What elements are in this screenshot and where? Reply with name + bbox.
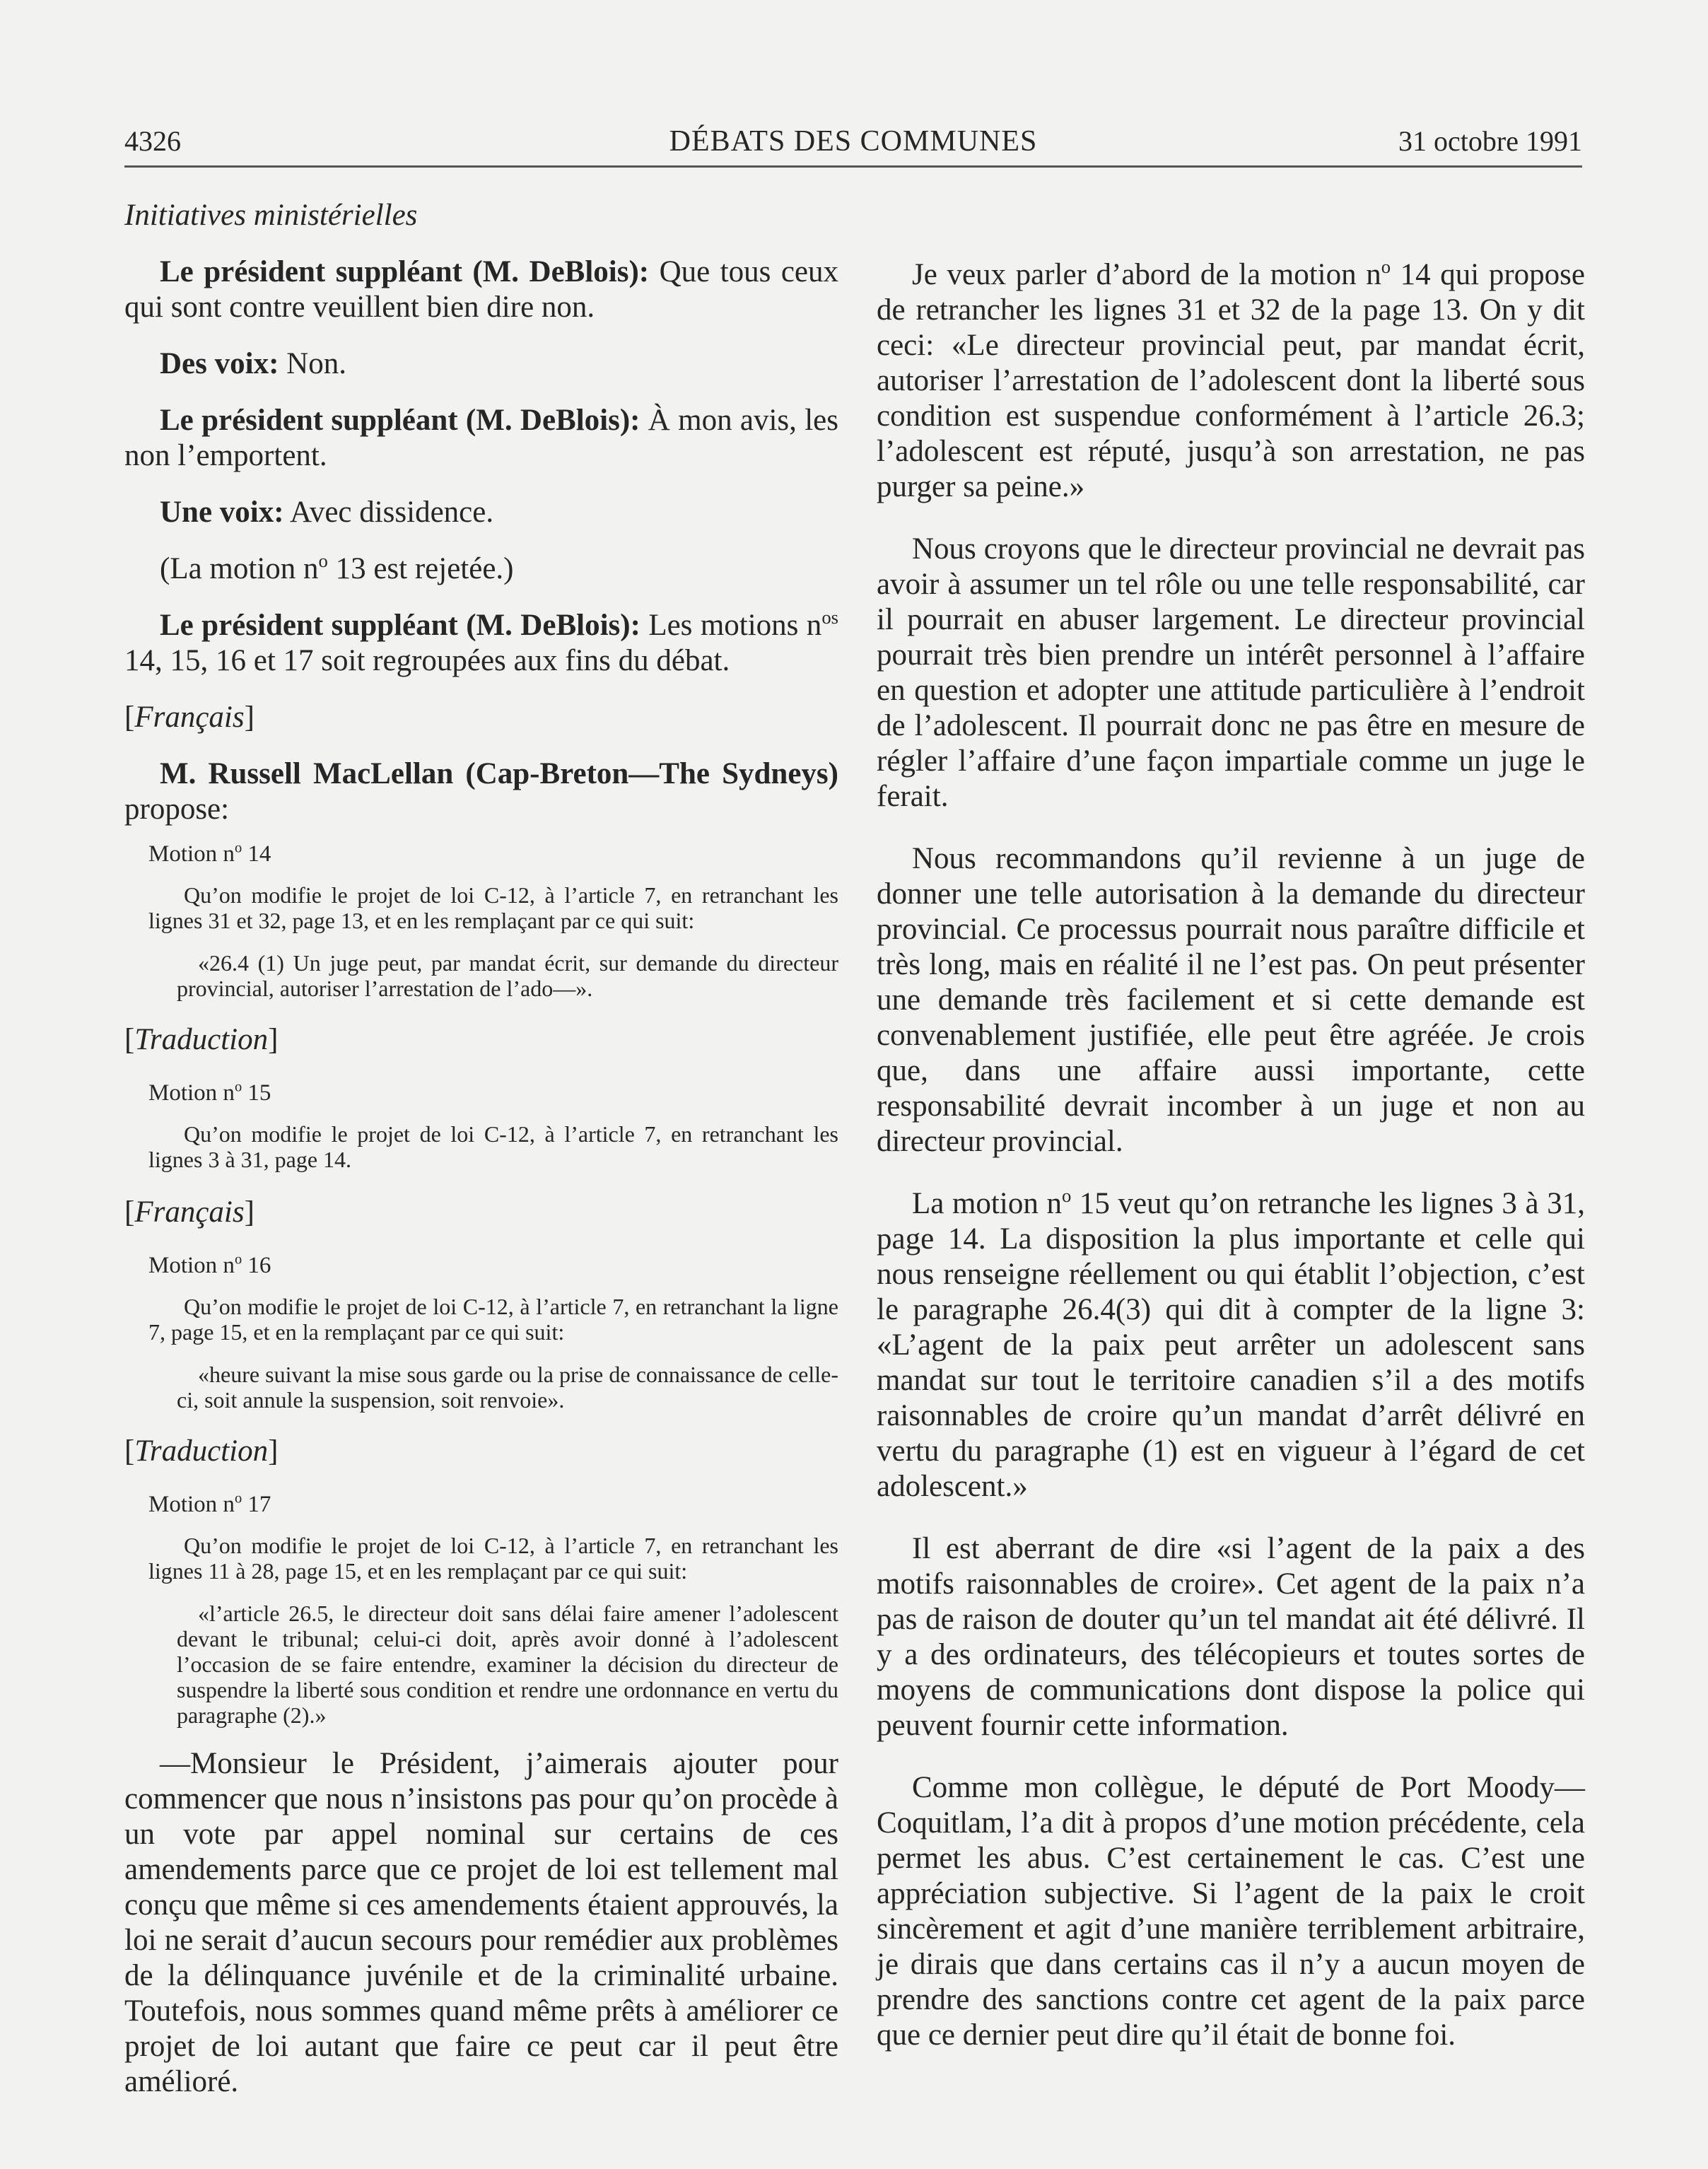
superscript: o <box>1381 256 1391 278</box>
paragraph <box>124 403 838 474</box>
motion-label <box>148 1079 838 1107</box>
text-run: 14 <box>242 841 271 867</box>
language-marker: [Français] <box>124 1195 255 1229</box>
paragraph <box>124 255 838 325</box>
text-run: Motion n <box>148 841 235 867</box>
left-column <box>124 198 838 2121</box>
speech-text: Que tous ceux qui sont contre veuillent bien dire non. <box>124 255 838 324</box>
text-run: 14 qui propose de retrancher les lignes 31 et 32 de la page 13. On y dit ceci: «Le directeur provincial peut, par mandat écrit, autoriser l’arrestation de l’adolescent dont la liberté sous condition est suspendue conformément à l’article 26.3; l’adolescent est réputé, jusqu’à son arrestation, ne pas purger sa peine.» <box>877 258 1586 503</box>
speaker: Une voix: <box>160 496 284 529</box>
section-title: Initiatives ministérielles <box>124 199 418 232</box>
speaker: Des voix: <box>160 347 279 380</box>
paragraph: Comme mon collègue, le député de Port Moody—Coquitlam, l’a dit à propos d’une motion précédente, cela permet les abus. C’est certainement le cas. C’est une appréciation subjective. Si l’agent de la paix le croit sincèrement et agit d’une manière terriblement arbitraire, je dirais que dans certains cas il n’y a aucun moyen de prendre des sanctions contre cet agent de la paix parce que ce dernier peut dire qu’il était de bonne foi. <box>877 1771 1585 2052</box>
paragraph: —Monsieur le Président, j’aimerais ajouter pour commencer que nous n’insistons pas pour qu’on procède à un vote par appel nominal sur certains de ces amendements parce que ce projet de loi est tellement mal conçu que même si ces amendements étaient approuvés, la loi ne serait d’aucun secours pour remédier aux problèmes de la délinquance juvénile et de la criminalité urbaine. Toutefois, nous sommes quand même prêts à améliorer ce projet de loi autant que faire ce peut car il peut être amélioré. <box>124 1747 838 2098</box>
motion-text: Qu’on modifie le projet de loi C-12, à l’article 7, en retranchant la ligne 7, page 15, et en la remplaçant par ce qui suit: <box>148 1294 838 1345</box>
language-label: Français <box>134 701 245 734</box>
text-run: 15 <box>242 1080 271 1106</box>
paragraph <box>877 257 1585 505</box>
paragraph: Nous croyons que le directeur provincial ne devrait pas avoir à assumer un tel rôle ou une telle responsabilité, car il pourrait en abuser largement. Le directeur provincial pourrait très bien prendre un intérêt personnel à l’affaire en question et adopter une attitude particulière à l’endroit de l’adolescent. Il pourrait donc ne pas être en mesure de régler l’affaire d’une façon impartiale comme un juge le ferait. <box>877 532 1585 813</box>
superscript: o <box>318 550 328 572</box>
paragraph: Nous recommandons qu’il revienne à un juge de donner une telle autorisation à la demande du directeur provincial. Ce processus pourrait nous paraître difficile et très long, mais en réalité il ne l’est pas. On peut présenter une demande très facilement et si cette demande est convenablement justifiée, elle peut être agréée. Je crois que, dans une affaire aussi importante, cette responsabilité devrait incomber à un juge et non au directeur provincial. <box>877 842 1585 1158</box>
speech-text: À mon avis, les non l’emportent. <box>124 404 838 472</box>
text-run: Motion n <box>148 1492 235 1517</box>
motion-quote: «26.4 (1) Un juge peut, par mandat écrit, sur demande du directeur provincial, autoriser l’arrestation de l’ado—». <box>177 950 838 1001</box>
text-run: La motion n <box>912 1187 1062 1220</box>
text-run: Les motions n <box>640 609 822 642</box>
text-run: 14, 15, 16 et 17 soit regroupées aux fins du débat. <box>124 644 730 677</box>
superscript: o <box>234 1490 242 1507</box>
text-run: 15 veut qu’on retranche les lignes 3 à 31, page 14. La disposition la plus importante et celle qui nous renseigne réellement ou qui établit l’objection, c’est le paragraphe 26.4(3) qui dit à compter de la ligne 3: «L’agent de la paix peut arrêter un adolescent sans mandat sur tout le territoire canadien s’il a des motifs raisonnables de croire qu’un mandat d’arrêt délivré en vertu du paragraphe (1) est en vigueur à l’égard de cet adolescent.» <box>877 1187 1585 1503</box>
motion-label <box>148 1490 838 1519</box>
motion-text: Qu’on modifie le projet de loi C-12, à l’article 7, en retranchant les lignes 3 à 31, page 14. <box>148 1121 838 1172</box>
superscript: o <box>234 840 242 856</box>
speaker: Le président suppléant (M. DeBlois): <box>160 404 640 437</box>
motion-label <box>148 840 838 868</box>
motion-text: Qu’on modifie le projet de loi C-12, à l’article 7, en retranchant les lignes 11 à 28, page 15, et en les remplaçant par ce qui suit: <box>148 1533 838 1584</box>
page-number: 4326 <box>124 125 181 157</box>
right-column <box>877 198 1585 2080</box>
paragraph <box>124 551 838 587</box>
language-label: Traduction <box>134 1023 269 1056</box>
paragraph: Il est aberrant de dire «si l’agent de la paix a des motifs raisonnables de croire». Cet agent de la paix n’a pas de raison de douter qu’un tel mandat ait été délivré. Il y a des ordinateurs, des télécopieurs et toutes sortes de moyens de communications dont dispose la police qui peuvent fournir cette information. <box>877 1532 1585 1742</box>
motion-text: Qu’on modifie le projet de loi C-12, à l’article 7, en retranchant les lignes 31 et 32, page 13, et en les remplaçant par ce qui suit: <box>148 882 838 933</box>
language-label: Traduction <box>134 1434 269 1468</box>
paragraph <box>877 1186 1585 1504</box>
header-rule <box>124 165 1582 168</box>
speech-text: Non. <box>279 347 346 380</box>
text-run: Je veux parler d’abord de la motion n <box>912 258 1381 291</box>
language-marker: [Français] <box>124 701 255 734</box>
publication-title: DÉBATS DES COMMUNES <box>669 125 1038 158</box>
superscript: os <box>821 607 839 629</box>
superscript: o <box>234 1251 242 1268</box>
language-label: Français <box>134 1195 245 1229</box>
publication-date: 31 octobre 1991 <box>1398 125 1582 157</box>
text-run: 13 est rejetée.) <box>327 552 514 585</box>
motion-quote: «heure suivant la mise sous garde ou la prise de connaissance de celle-ci, soit annule la suspension, soit renvoie». <box>177 1362 838 1413</box>
text-run: 17 <box>242 1492 271 1517</box>
speech-text: propose: <box>124 793 230 826</box>
motion-label <box>148 1251 838 1280</box>
speaker: M. Russell MacLellan (Cap-Breton—The Sydneys) <box>160 757 838 790</box>
text-run: Motion n <box>148 1080 235 1106</box>
superscript: o <box>234 1079 242 1095</box>
speech-text: Avec dissidence. <box>283 496 494 529</box>
text-run: (La motion n <box>160 552 319 585</box>
paragraph <box>124 495 838 530</box>
text-run: Motion n <box>148 1253 235 1278</box>
text-run: 16 <box>242 1253 271 1278</box>
speaker: Le président suppléant (M. DeBlois): <box>160 255 650 288</box>
paragraph <box>124 346 838 382</box>
paragraph <box>124 608 838 679</box>
page-header <box>124 124 1582 163</box>
motion-quote: «l’article 26.5, le directeur doit sans délai faire amener l’adolescent devant le tribunal; celui-ci doit, après avoir donné à l’adolescent l’occasion de se faire entendre, examiner la décision du directeur de suspendre la liberté sous condition et rendre une ordonnance en vertu du paragraphe (2).» <box>177 1601 838 1728</box>
language-marker: [Traduction] <box>124 1023 279 1056</box>
superscript: o <box>1061 1185 1072 1207</box>
speaker: Le président suppléant (M. DeBlois): <box>160 609 640 642</box>
language-marker: [Traduction] <box>124 1434 279 1468</box>
paragraph <box>124 756 838 827</box>
